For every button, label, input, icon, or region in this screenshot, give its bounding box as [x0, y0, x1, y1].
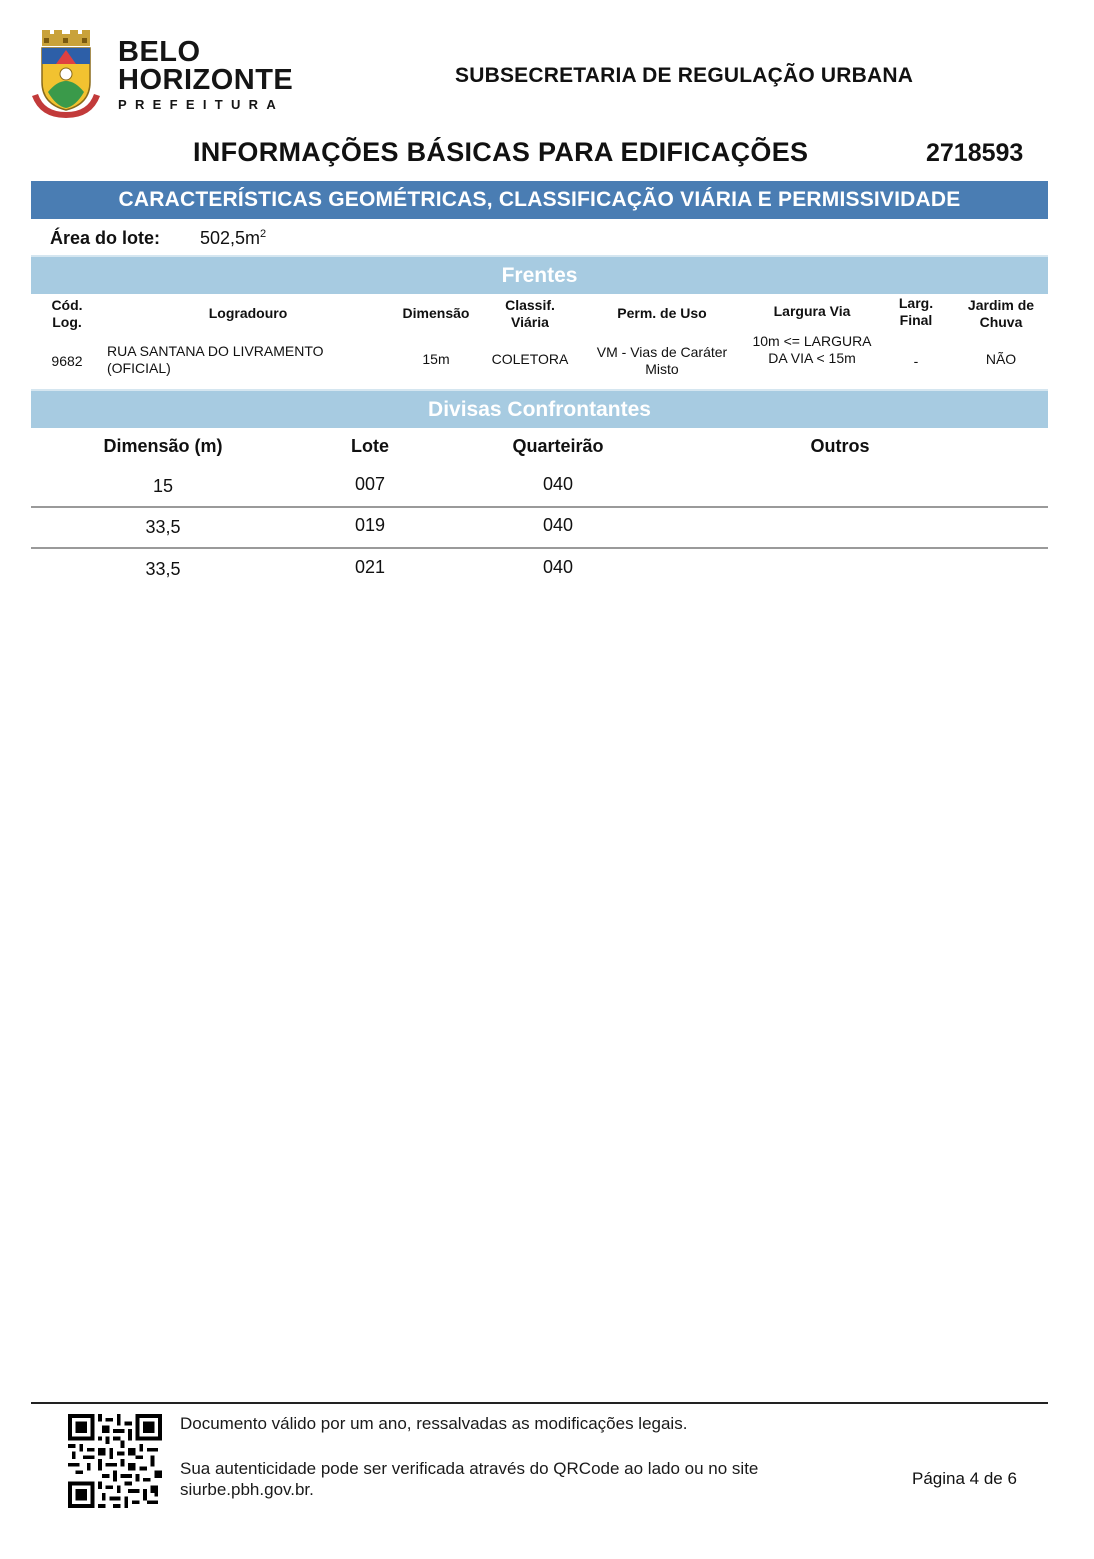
area-value: [200, 228, 266, 249]
header-cod-log: [40, 297, 94, 331]
header-classif-line-2: Viária: [511, 314, 549, 330]
cell-largura-line-2: DA VIA < 15m: [768, 350, 856, 366]
header-lote: Lote: [351, 436, 389, 456]
section-title: CARACTERÍSTICAS GEOMÉTRICAS, CLASSIFICAÇÃO VIÁRIA E PERMISSIVIDADE: [31, 181, 1048, 219]
header-outros: Outros: [810, 436, 870, 456]
area-unit-exponent: 2: [260, 228, 267, 240]
document-title: INFORMAÇÕES BÁSICAS PARA EDIFICAÇÕES: [193, 137, 809, 167]
authenticity-note: Sua autenticidade pode ser verificada através do QRCode ao lado ou no site siurbe.pbh.gov.br.: [180, 1459, 759, 1499]
header-classif-viaria: [486, 297, 574, 331]
cell-logradouro: [107, 343, 387, 377]
row-divider: [31, 547, 1048, 549]
qr-code-icon[interactable]: [68, 1414, 162, 1508]
header-classif-line-1: Classif.: [505, 297, 555, 313]
cell-classif-viaria: COLETORA: [491, 351, 569, 367]
page-number: Página 4 de 6: [912, 1469, 1017, 1488]
header-larg-final-line-1: Larg.: [898, 295, 934, 311]
header-cod-log-line-2: Log.: [52, 314, 82, 330]
department-name: SUBSECRETARIA DE REGULAÇÃO URBANA: [455, 64, 914, 87]
divisas-title: Divisas Confrontantes: [31, 389, 1048, 428]
area-label: Área do lote:: [50, 228, 161, 248]
cell-larg-final: -: [913, 353, 919, 369]
header-jardim-chuva: [954, 297, 1048, 331]
cell-quarteirao: 040: [542, 474, 574, 494]
cell-dimensao: 33,5: [145, 559, 181, 579]
cell-lote: 021: [354, 557, 386, 577]
cell-dimensao: 15m: [422, 351, 450, 367]
row-divider: [31, 506, 1048, 508]
cell-lote: 007: [354, 474, 386, 494]
cell-quarteirao: 040: [542, 515, 574, 535]
cell-jardim-chuva: NÃO: [985, 351, 1017, 367]
header-dimensao-m: Dimensão (m): [103, 436, 223, 456]
area-number: 502,5m: [200, 228, 261, 248]
header-larg-final-line-2: Final: [899, 312, 933, 328]
header-largura-via: Largura Via: [773, 303, 851, 319]
header-logradouro: Logradouro: [208, 305, 288, 321]
cell-perm-uso-line-1: VM - Vias de Caráter: [596, 344, 728, 360]
brand-name-line-1: BELO: [118, 36, 201, 68]
brand-name-line-2: HORIZONTE: [118, 64, 294, 96]
document-number: 2718593: [926, 139, 1024, 167]
header-dimensao: Dimensão: [402, 305, 470, 321]
header-jardim-line-1: Jardim de: [967, 297, 1035, 313]
cell-quarteirao: 040: [542, 557, 574, 577]
header-quarteirao: Quarteirão: [512, 436, 604, 456]
cell-logradouro-line-1: RUA SANTANA DO LIVRAMENTO: [107, 343, 324, 359]
cell-logradouro-line-2: (OFICIAL): [107, 360, 171, 376]
brand-name-line-3: PREFEITURA: [118, 97, 285, 112]
cell-perm-uso: [586, 344, 738, 378]
coat-of-arms-icon: [30, 30, 102, 120]
cell-lote: 019: [354, 515, 386, 535]
cell-dimensao: 33,5: [145, 517, 181, 537]
header-perm-uso: Perm. de Uso: [617, 305, 707, 321]
validity-note: Documento válido por um ano, ressalvadas as modificações legais.: [180, 1414, 688, 1433]
cell-largura-line-1: 10m <= LARGURA: [752, 333, 872, 349]
cell-cod-log: 9682: [51, 353, 83, 369]
header-larg-final: [886, 295, 946, 329]
footer-divider: [31, 1402, 1048, 1404]
cell-dimensao: 15: [152, 476, 174, 496]
cell-perm-uso-line-2: Misto: [645, 361, 679, 377]
header-cod-log-line-1: Cód.: [51, 297, 83, 313]
header-jardim-line-2: Chuva: [979, 314, 1023, 330]
frentes-title: Frentes: [31, 255, 1048, 294]
cell-largura-via: [742, 333, 882, 367]
